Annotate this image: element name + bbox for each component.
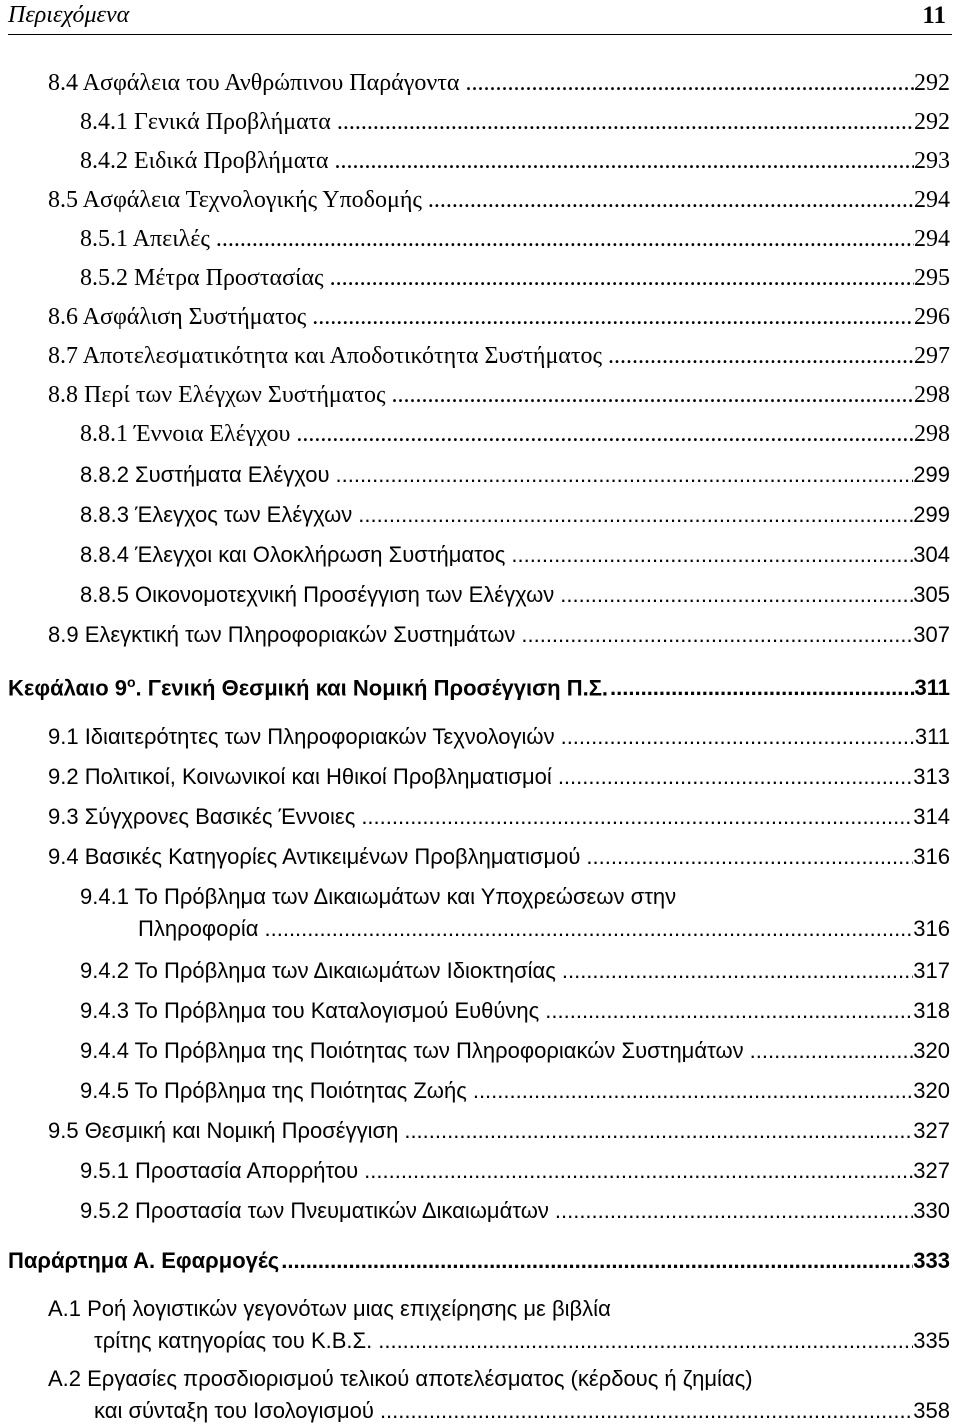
toc-page: 320 (913, 1078, 950, 1103)
toc-entry-line1[interactable]: Α.1 Ροή λογιστικών γεγονότων μιας επιχείρησης με βιβλία (48, 1296, 611, 1321)
dot-leader (608, 343, 914, 370)
dot-leader (364, 1158, 913, 1184)
toc-page: 333 (913, 1248, 950, 1273)
toc-entry[interactable]: 8.8.4 Έλεγχοι και Ολοκλήρωση Συστήματος ..... 304 (80, 542, 950, 568)
dot-leader (391, 382, 914, 409)
toc-page: 298 (914, 421, 950, 447)
toc-page: 294 (914, 187, 950, 213)
toc-entry[interactable]: 8.5.1 Απειλές ..... 294 (80, 226, 950, 253)
page-header (8, 0, 952, 35)
page-title: Περιεχόμενα (8, 2, 130, 28)
toc-entry[interactable]: 9.4.2 Το Πρόβλημα των Δικαιωμάτων Ιδιοκτησίας ..... 317 (80, 958, 950, 984)
page-number: 11 (922, 2, 946, 29)
toc-entry[interactable]: 9.4.3 Το Πρόβλημα του Καταλογισμού Ευθύνης ..... 318 (80, 998, 950, 1024)
toc-entry[interactable]: 9.4.5 Το Πρόβλημα της Ποιότητας Ζωής ..... 320 (80, 1078, 950, 1104)
dot-leader (560, 582, 913, 608)
toc-page: 311 (914, 675, 950, 701)
dot-leader (473, 1078, 913, 1104)
dot-leader (428, 187, 914, 214)
toc-entry[interactable]: 8.8.5 Οικονομοτεχνική Προσέγγιση των Ελέγχων ..... 305 (80, 582, 950, 608)
toc-page: 299 (913, 502, 950, 527)
toc-entry[interactable]: 8.5.2 Μέτρα Προστασίας ..... 295 (80, 265, 950, 292)
dot-leader (555, 1198, 913, 1224)
dot-leader (561, 724, 915, 750)
toc-entry[interactable]: 8.6 Ασφάλιση Συστήματος ..... 296 (48, 304, 950, 331)
toc-page: 294 (914, 226, 950, 252)
toc-entry[interactable]: 8.8.3 Έλεγχος των Ελέγχων ..... 299 (80, 502, 950, 528)
toc-entry[interactable]: και σύνταξη του Ισολογισμού ..... 358 (94, 1398, 950, 1424)
toc-page: 307 (913, 622, 950, 647)
toc-entry[interactable]: 9.5 Θεσμική και Νομική Προσέγγιση ..... 327 (48, 1118, 950, 1144)
toc-entry-line1[interactable]: 9.4.1 Το Πρόβλημα των Δικαιωμάτων και Υποχρεώσεων στην (80, 884, 677, 909)
dot-leader (330, 265, 914, 292)
dot-leader (335, 148, 915, 175)
dot-leader (337, 109, 914, 136)
toc-entry[interactable]: 9.3 Σύγχρονες Βασικές Έννοιες ..... 314 (48, 804, 950, 830)
toc-page: 299 (913, 462, 950, 487)
toc-page: 317 (913, 958, 950, 983)
dot-leader (265, 916, 914, 942)
toc-page: 316 (913, 844, 950, 869)
toc-entry[interactable]: 8.8.2 Συστήματα Ελέγχου ..... 299 (80, 462, 950, 488)
toc-entry[interactable]: τρίτης κατηγορίας του Κ.Β.Σ. ..... 335 (94, 1328, 950, 1354)
toc-page: 297 (914, 343, 950, 369)
toc-page: 292 (914, 70, 950, 96)
toc-page: 305 (913, 582, 950, 607)
toc-entry[interactable]: 9.2 Πολιτικοί, Κοινωνικοί και Ηθικοί Προβληματισμοί ..... 313 (48, 764, 950, 790)
dot-leader (296, 421, 914, 448)
dot-leader (312, 304, 914, 331)
toc-page: 292 (914, 109, 950, 135)
dot-leader (750, 1038, 914, 1064)
toc-page: 320 (913, 1038, 950, 1063)
toc-page: 311 (914, 724, 950, 749)
dot-leader (521, 622, 913, 648)
toc-entry[interactable]: 9.4.4 Το Πρόβλημα της Ποιότητας των Πληροφοριακών Συστημάτων ..... 320 (80, 1038, 950, 1064)
toc-entry[interactable]: 8.4.1 Γενικά Προβλήματα ..... 292 (80, 109, 950, 136)
toc-entry[interactable]: 8.7 Αποτελεσματικότητα και Αποδοτικότητα Συστήματος ..... 297 (48, 343, 950, 370)
dot-leader (562, 958, 913, 984)
toc-page: 330 (913, 1198, 950, 1223)
toc-entry[interactable]: 8.4.2 Ειδικά Προβλήματα ..... 293 (80, 148, 950, 175)
toc-entry[interactable]: 9.5.1 Προστασία Απορρήτου ..... 327 (80, 1158, 950, 1184)
toc-entry[interactable]: 8.5 Ασφάλεια Τεχνολογικής Υποδομής ..... 294 (48, 187, 950, 214)
toc-appendix-heading[interactable]: Παράρτημα Α. Εφαρμογές ..... 333 (8, 1248, 950, 1274)
toc-page: 327 (913, 1158, 950, 1183)
toc-page: 295 (914, 265, 950, 291)
toc-page: 293 (914, 148, 950, 174)
toc-page: 313 (913, 764, 950, 789)
toc-page: 296 (914, 304, 950, 330)
toc-page: 314 (913, 804, 950, 829)
toc-page: 298 (914, 382, 950, 408)
dot-leader (380, 1398, 913, 1424)
toc-entry[interactable]: 9.5.2 Προστασία των Πνευματικών Δικαιωμάτων ..... 330 (80, 1198, 950, 1224)
toc-entry[interactable]: 8.8.1 Έννοια Ελέγχου ..... 298 (80, 421, 950, 448)
dot-leader (545, 998, 913, 1024)
dot-leader (336, 462, 914, 488)
toc-page: 316 (913, 916, 950, 941)
dot-leader (586, 844, 913, 870)
toc-entry[interactable]: 8.8 Περί των Ελέγχων Συστήματος ..... 298 (48, 382, 950, 409)
dot-leader (281, 1248, 913, 1274)
dot-leader (558, 764, 913, 790)
toc-entry[interactable]: 8.4 Ασφάλεια του Ανθρώπινου Παράγοντα ..... 292 (48, 70, 950, 97)
dot-leader (610, 675, 914, 701)
dot-leader (465, 70, 914, 97)
toc-entry-line1[interactable]: Α.2 Εργασίες προσδιορισμού τελικού αποτελέσματος (κέρδους ή ζημίας) (48, 1366, 753, 1391)
dot-leader (216, 226, 914, 253)
toc-entry[interactable]: 9.4 Βασικές Κατηγορίες Αντικειμένων Προβληματισμού ..... 316 (48, 844, 950, 870)
dot-leader (358, 502, 913, 528)
toc-page: 318 (913, 998, 950, 1023)
dot-leader (511, 542, 913, 568)
toc-entry[interactable]: 9.1 Ιδιαιτερότητες των Πληροφοριακών Τεχνολογιών ..... 311 (48, 724, 950, 750)
toc-chapter-heading[interactable]: Κεφάλαιο $9^o$. Γενική Θεσμική και Νομική Προσέγγιση Π.Σ. ..... 311 (8, 674, 950, 701)
toc-entry[interactable]: 8.9 Ελεγκτική των Πληροφοριακών Συστημάτων ..... 307 (48, 622, 950, 648)
toc-page: 304 (913, 542, 950, 567)
toc-entry[interactable]: Πληροφορία ..... 316 (138, 916, 950, 942)
dot-leader (378, 1328, 913, 1354)
toc-page: 327 (913, 1118, 950, 1143)
dot-leader (361, 804, 913, 830)
toc-page: 358 (913, 1398, 950, 1423)
dot-leader (404, 1118, 913, 1144)
toc-page: 335 (913, 1328, 950, 1353)
